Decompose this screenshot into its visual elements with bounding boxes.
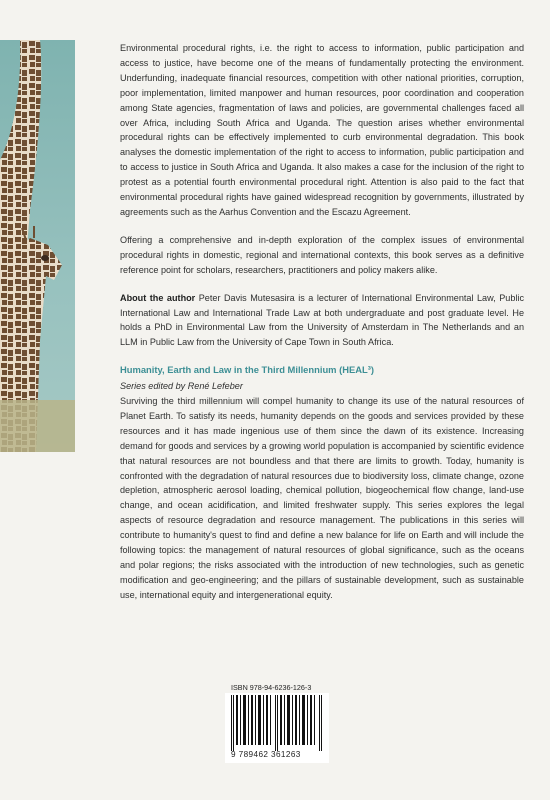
back-cover-text [120,41,524,603]
about-author-heading: About the author [120,292,196,303]
giraffe-cover-image [0,40,75,452]
about-author-paragraph [120,291,524,351]
barcode-digits: 9 789462 361263 [231,750,301,759]
intro-paragraph-2: Offering a comprehensive and in-depth exploration of the complex issues of environmental procedural rights in domestic, regional and international contexts, this book serves as a definitive reference point for scholars, researchers, practitioners and policy makers alike. [120,234,524,275]
barcode-bars [225,693,329,751]
giraffe-illustration [0,40,75,452]
about-author-text: Peter Davis Mutesasira is a lecturer of International Environmental Law, Public International Law and International Trade Law at both undergraduate and post graduate level. He holds a PhD in Environmental Law from the University of Amsterdam in The Netherlands and an LLM in Public Law from the University of Cape Town in South Africa. [120,292,524,348]
series-description: Surviving the third millennium will compel humanity to change its use of the natural resources of Planet Earth. To satisfy its needs, humanity depends on the goods and services provided by these resources and it has made ingenious use of them since the dawn of its existence. Increasing demand for goods and services by a growing world population is accompanied by scientific evidence that natural resources are not boundless and that there are limits to growth. Today, humanity is confronted with the degradation of natural resources due to biodiversity loss, climate change, ozone depletion, atmospheric aerosol loading, chemical pollution, biogeochemical flow change, land-use change, and ocean acidification, and limited freshwater supply. This series explores the legal aspects of resource degradation and resource management. The publications in this series will contribute to humanity's quest to find and define a new balance for life on Earth and will include the following topics: the management of natural resources of global significance, such as the oceans and polar regions; the risks associated with the introduction of new technologies, such as genetic modification and geo-engineering; and the pillars of sustainable development, such as sustainable use, international equity and intergenerational equity. [120,396,524,600]
series-editor: Series edited by René Lefeber [120,381,243,392]
isbn-label: ISBN 978-94-6236-126-3 [231,683,312,692]
series-title: Humanity, Earth and Law in the Third Millennium (HEAL³) [120,364,374,376]
intro-paragraph-1: Environmental procedural rights, i.e. the right to access to information, public participation and access to justice, have become one of the means of fundamentally protecting the environment. Underfunding, inadequate financial resources, competition with other national priorities, corruption, poor implementation, limited manpower and human resources, poor coordination and cooperation among State agencies, fragmentation of laws and policies, are governmental challenges faced all over Africa, including South Africa and Uganda. The question arises whether environmental procedural rights can be effectively implemented to curb environmental degradation. This book analyses the domestic implementation of the right to access to information, public participation and to access to justice in South Africa and Uganda. It also makes a case for the inclusion of the right to protest as a potential fourth environmental procedural right. Attention is also paid to the fact that environmental procedural rights have gained widespread recognition by governments, illustrated by agreements such as the Aarhus Convention and the Escazu Agreement. [120,43,524,217]
